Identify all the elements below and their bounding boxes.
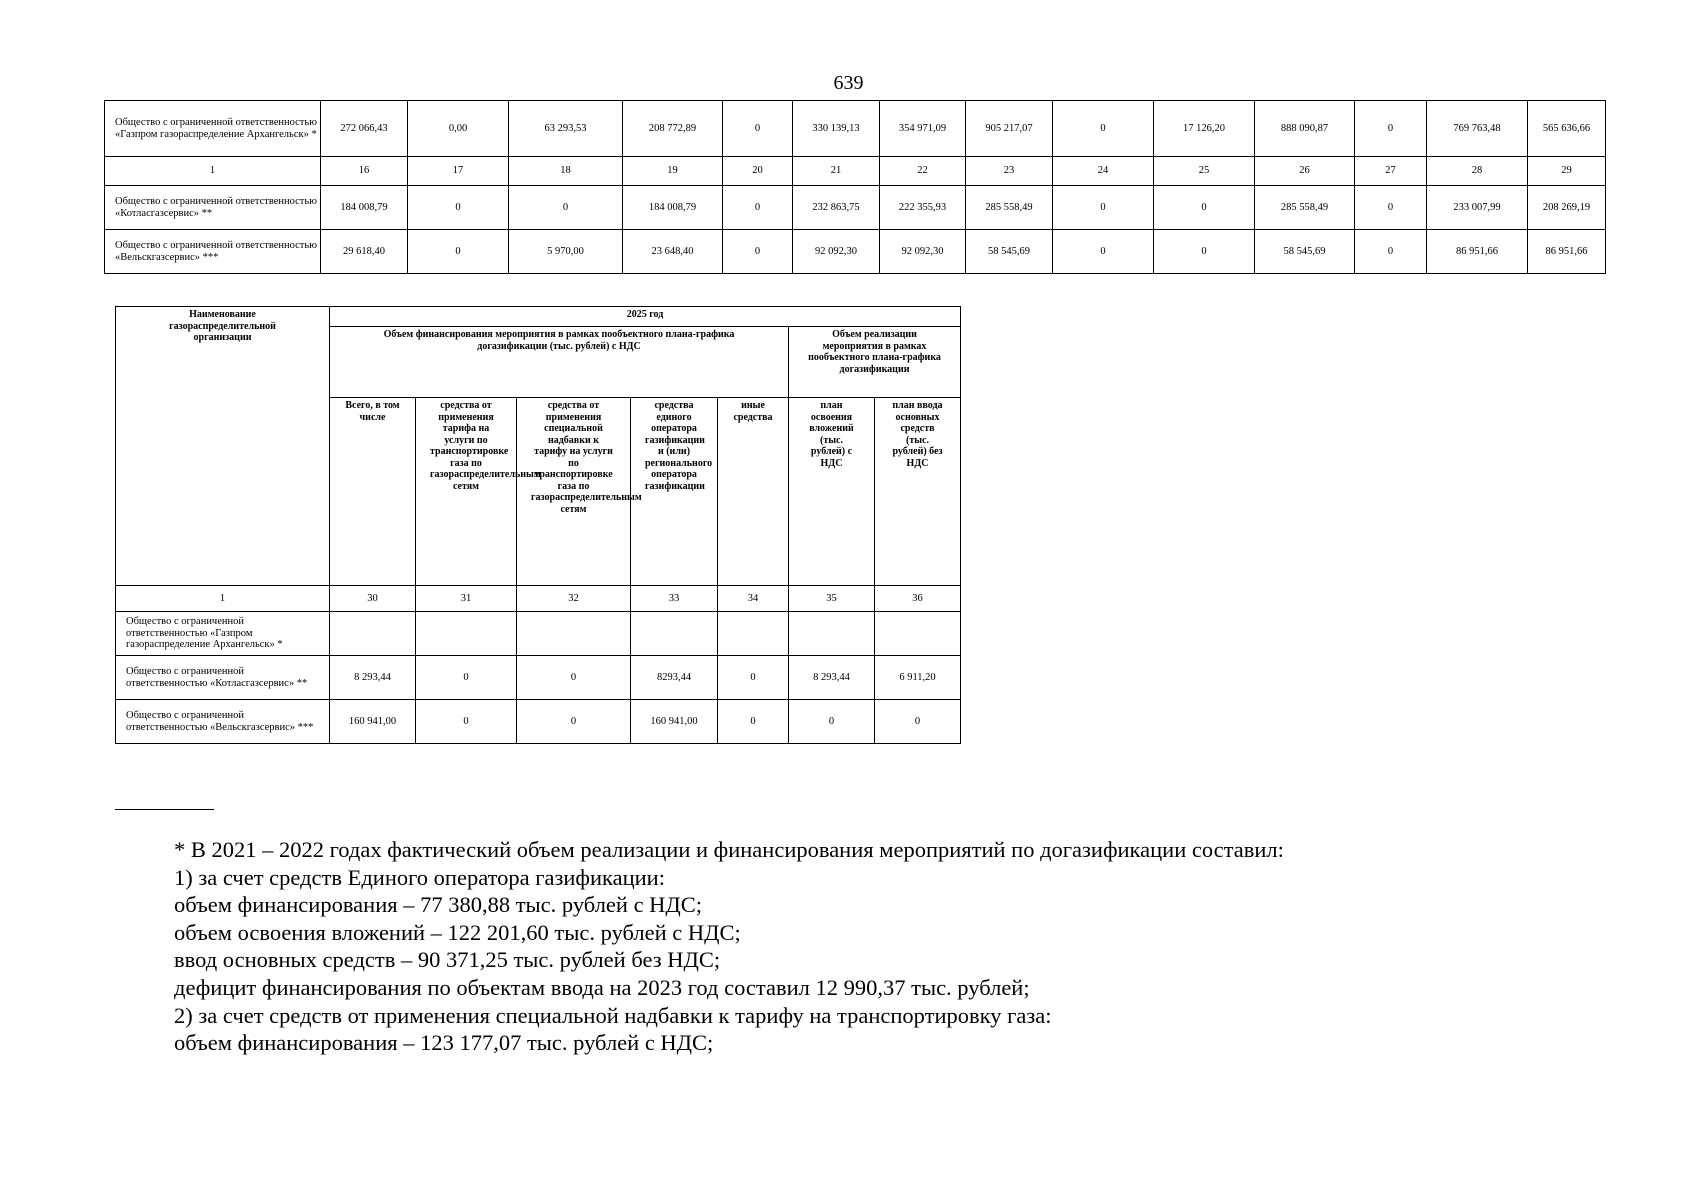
org-name-cell: Общество с ограниченной ответственностью «Вельскгазсервис» *** <box>116 700 330 744</box>
value-cell <box>330 612 416 656</box>
value-cell: 0 <box>408 186 509 230</box>
value-cell: 0 <box>408 230 509 274</box>
value-cell: 285 558,49 <box>966 186 1053 230</box>
value-cell: 92 092,30 <box>880 230 966 274</box>
value-cell: 0 <box>1355 186 1427 230</box>
value-cell: 184 008,79 <box>623 186 723 230</box>
value-cell <box>718 612 789 656</box>
org-name-cell: Общество с ограниченной ответственностью «Газпром газораспределение Архангельск» * <box>105 101 321 157</box>
value-cell: 0,00 <box>408 101 509 157</box>
value-cell: 6 911,20 <box>875 656 961 700</box>
sub-header: план ввода основных средств (тыс. рублей) без НДС <box>875 398 961 586</box>
value-cell: 63 293,53 <box>509 101 623 157</box>
value-cell: 0 <box>1355 101 1427 157</box>
org-name-cell: 1 <box>116 586 330 612</box>
value-cell: 0 <box>718 656 789 700</box>
value-cell: 29 <box>1528 157 1606 186</box>
table-row <box>116 700 961 744</box>
footnote-line: объем освоения вложений – 122 201,60 тыс. рублей с НДС; <box>174 919 741 945</box>
footnote-line: 1) за счет средств Единого оператора газификации: <box>174 864 665 890</box>
value-cell <box>416 612 517 656</box>
value-cell: 27 <box>1355 157 1427 186</box>
value-cell: 58 545,69 <box>966 230 1053 274</box>
value-cell: 36 <box>875 586 961 612</box>
header-org-name: Наименование газораспределительной организации <box>116 307 330 586</box>
value-cell: 17 126,20 <box>1154 101 1255 157</box>
value-cell <box>875 612 961 656</box>
value-cell: 208 772,89 <box>623 101 723 157</box>
value-cell: 160 941,00 <box>631 700 718 744</box>
value-cell <box>631 612 718 656</box>
value-cell: 92 092,30 <box>793 230 880 274</box>
value-cell: 30 <box>330 586 416 612</box>
value-cell: 23 <box>966 157 1053 186</box>
org-name-cell: Общество с ограниченной ответственностью «Котласгазсервис» ** <box>116 656 330 700</box>
footnote <box>174 836 1624 1057</box>
financing-table-top <box>104 100 1606 274</box>
table-row <box>105 157 1606 186</box>
value-cell: 233 007,99 <box>1427 186 1528 230</box>
sub-header: средства от применения специальной надбавки к тарифу на услуги по транспортировке газа по газораспределительным сетям <box>517 398 631 586</box>
value-cell: 29 618,40 <box>321 230 408 274</box>
value-cell: 21 <box>793 157 880 186</box>
org-name-cell: Общество с ограниченной ответственностью «Газпром газораспределение Архангельск» * <box>116 612 330 656</box>
value-cell: 0 <box>723 186 793 230</box>
header-realization: Объем реализации мероприятия в рамках пообъектного плана-графика догазификации <box>789 327 961 398</box>
value-cell: 565 636,66 <box>1528 101 1606 157</box>
value-cell: 0 <box>517 656 631 700</box>
value-cell: 24 <box>1053 157 1154 186</box>
value-cell: 86 951,66 <box>1427 230 1528 274</box>
value-cell: 0 <box>1053 101 1154 157</box>
value-cell: 0 <box>789 700 875 744</box>
value-cell: 5 970,00 <box>509 230 623 274</box>
value-cell: 0 <box>723 230 793 274</box>
header-financing: Объем финансирования мероприятия в рамках пообъектного плана-графика догазификации (тыс. рублей) с НДС <box>330 327 789 398</box>
value-cell: 184 008,79 <box>321 186 408 230</box>
value-cell <box>517 612 631 656</box>
value-cell: 34 <box>718 586 789 612</box>
sub-header: средства от применения тарифа на услуги по транспортировке газа по газораспределительным сетям <box>416 398 517 586</box>
value-cell: 0 <box>1053 230 1154 274</box>
value-cell: 26 <box>1255 157 1355 186</box>
value-cell: 17 <box>408 157 509 186</box>
value-cell: 8 293,44 <box>789 656 875 700</box>
table-row <box>116 612 961 656</box>
value-cell: 35 <box>789 586 875 612</box>
value-cell: 222 355,93 <box>880 186 966 230</box>
value-cell: 0 <box>416 656 517 700</box>
value-cell <box>789 612 875 656</box>
footnote-line: дефицит финансирования по объектам ввода на 2023 год составил 12 990,37 тыс. рублей; <box>174 974 1030 1000</box>
value-cell: 330 139,13 <box>793 101 880 157</box>
value-cell: 32 <box>517 586 631 612</box>
value-cell: 354 971,09 <box>880 101 966 157</box>
org-name-cell: Общество с ограниченной ответственностью «Котласгазсервис» ** <box>105 186 321 230</box>
value-cell: 58 545,69 <box>1255 230 1355 274</box>
value-cell: 0 <box>509 186 623 230</box>
value-cell: 25 <box>1154 157 1255 186</box>
value-cell: 19 <box>623 157 723 186</box>
value-cell: 0 <box>416 700 517 744</box>
value-cell: 0 <box>1154 230 1255 274</box>
value-cell: 272 066,43 <box>321 101 408 157</box>
value-cell: 22 <box>880 157 966 186</box>
value-cell: 769 763,48 <box>1427 101 1528 157</box>
footnote-line: * В 2021 – 2022 годах фактический объем реализации и финансирования мероприятий по догазификации составил: <box>174 837 1284 862</box>
footnote-rule <box>115 809 214 810</box>
footnote-line: ввод основных средств – 90 371,25 тыс. рублей без НДС; <box>174 947 721 973</box>
value-cell: 0 <box>1154 186 1255 230</box>
value-cell: 23 648,40 <box>623 230 723 274</box>
value-cell: 0 <box>1053 186 1154 230</box>
value-cell: 8 293,44 <box>330 656 416 700</box>
table-row <box>116 656 961 700</box>
table-row <box>105 186 1606 230</box>
value-cell: 28 <box>1427 157 1528 186</box>
value-cell: 888 090,87 <box>1255 101 1355 157</box>
value-cell: 208 269,19 <box>1528 186 1606 230</box>
sub-header: средства единого оператора газификации и (или) регионального оператора газификации <box>631 398 718 586</box>
table-row <box>116 586 961 612</box>
value-cell: 905 217,07 <box>966 101 1053 157</box>
value-cell: 0 <box>517 700 631 744</box>
header-year: 2025 год <box>330 307 961 327</box>
footnote-line: объем финансирования – 77 380,88 тыс. рублей с НДС; <box>174 892 703 918</box>
sub-header: план освоения вложений (тыс. рублей) с НДС <box>789 398 875 586</box>
sub-header: Всего, в том числе <box>330 398 416 586</box>
value-cell: 0 <box>1355 230 1427 274</box>
financing-table-2025 <box>115 306 961 744</box>
value-cell: 16 <box>321 157 408 186</box>
value-cell: 232 863,75 <box>793 186 880 230</box>
sub-header: иные средства <box>718 398 789 586</box>
value-cell: 86 951,66 <box>1528 230 1606 274</box>
value-cell: 18 <box>509 157 623 186</box>
value-cell: 285 558,49 <box>1255 186 1355 230</box>
value-cell: 0 <box>718 700 789 744</box>
value-cell: 33 <box>631 586 718 612</box>
value-cell: 0 <box>723 101 793 157</box>
table-row <box>105 230 1606 274</box>
value-cell: 0 <box>875 700 961 744</box>
value-cell: 8293,44 <box>631 656 718 700</box>
value-cell: 160 941,00 <box>330 700 416 744</box>
footnote-line: объем финансирования – 123 177,07 тыс. рублей с НДС; <box>174 1030 714 1056</box>
org-name-cell: 1 <box>105 157 321 186</box>
page-number: 639 <box>833 72 864 94</box>
org-name-cell: Общество с ограниченной ответственностью «Вельскгазсервис» *** <box>105 230 321 274</box>
value-cell: 31 <box>416 586 517 612</box>
table-row <box>105 101 1606 157</box>
footnote-line: 2) за счет средств от применения специальной надбавки к тарифу на транспортировку газа: <box>174 1002 1052 1028</box>
value-cell: 20 <box>723 157 793 186</box>
